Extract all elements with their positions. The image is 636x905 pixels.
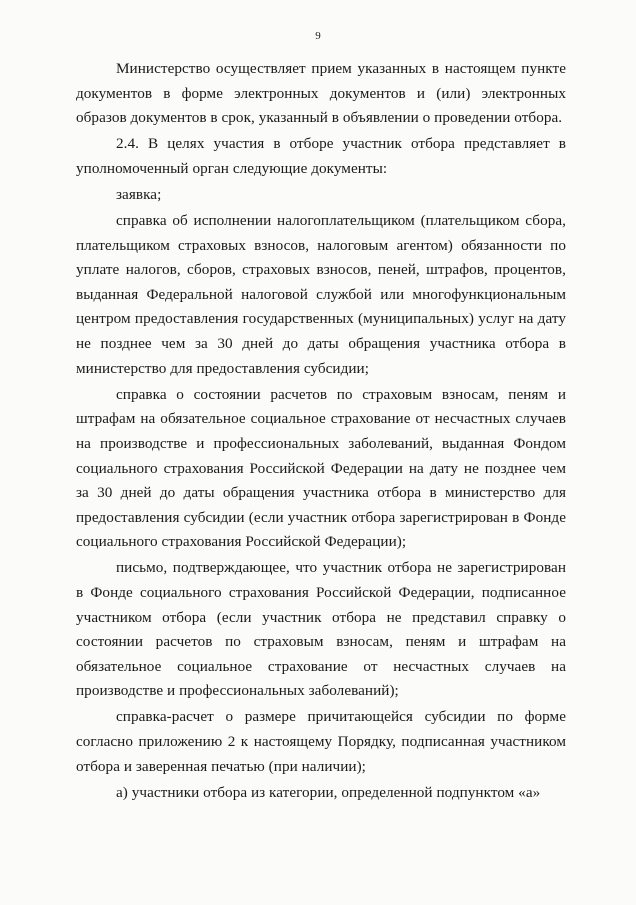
- paragraph-2-4-intro: 2.4. В целях участия в отборе участник отбора представляет в уполномоченный орган следующие документы:: [76, 135, 566, 177]
- paragraph-non-registration-letter: письмо, подтверждающее, что участник отбора не зарегистрирован в Фонде социального страхования Российской Федерации, подписанное участником отбора (если участник отбора не представил справку о состоянии расчетов по страховым взносам, пеням и штрафам на обязательное социальное страхование от несчастных случаев на производстве и профессиональных заболеваний);: [76, 559, 566, 700]
- paragraph-insurance-certificate: справка о состоянии расчетов по страховым взносам, пеням и штрафам на обязательное социальное страхование от несчастных случаев на производстве и профессиональных заболеваний, выданная Фондом социального страхования Российской Федерации на дату не позднее чем за 30 дней до даты обращения участника отбора в министерство для предоставления субсидии (если участник отбора зарегистрирован в Фонде социального страхования Российской Федерации);: [76, 385, 566, 551]
- document-body: [76, 57, 566, 805]
- paragraph-subsidy-calculation: справка-расчет о размере причитающейся субсидии по форме согласно приложению 2 к настоящему Порядку, подписанная участником отбора и заверенная печатью (при наличии);: [76, 708, 566, 775]
- paragraph-tax-certificate: справка об исполнении налогоплательщиком (плательщиком сбора, плательщиком страховых взносов, налоговым агентом) обязанности по уплате налогов, сборов, страховых взносов, пеней, штрафов, процентов, выданная Федеральной налоговой службой или многофункциональным центром предоставления государственных (муниципальных) услуг на дату не позднее чем за 30 дней до даты обращения участника отбора в министерство для предоставления субсидии;: [76, 212, 566, 377]
- paragraph-application: заявка;: [116, 185, 162, 203]
- page-number: 9: [315, 30, 321, 42]
- paragraph-ministry-acceptance: Министерство осуществляет прием указанных в настоящем пункте документов в форме электронных документов и (или) электронных образов документов в срок, указанный в объявлении о проведении отбора.: [76, 60, 566, 127]
- paragraph-category-a: а) участники отбора из категории, определенной подпунктом «а»: [116, 783, 541, 801]
